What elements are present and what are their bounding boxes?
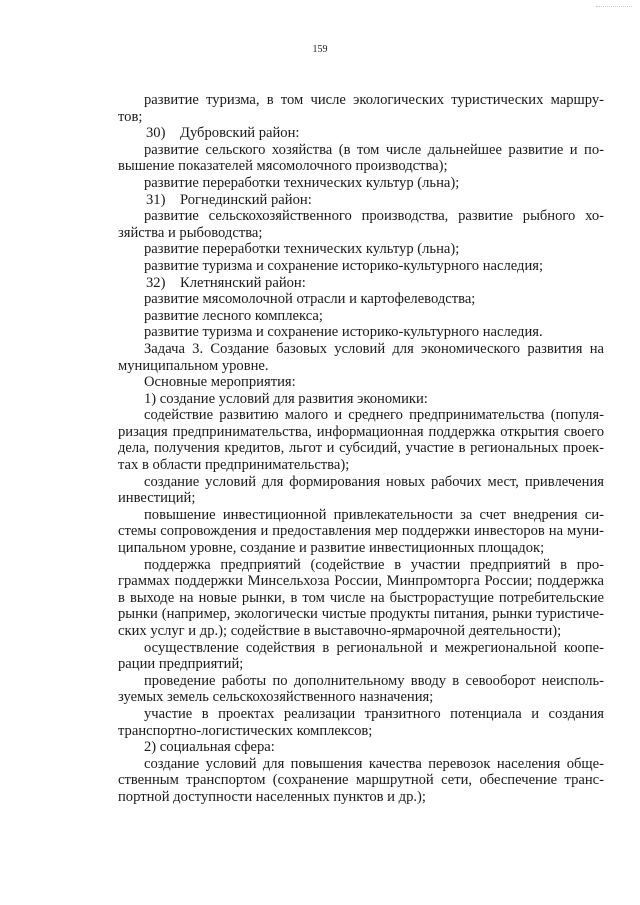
heading-text: Рогнединский район: bbox=[180, 191, 312, 208]
numbered-heading-line bbox=[118, 125, 604, 142]
text-line: развитие переработки технических культур (льна); bbox=[144, 241, 460, 258]
text-line: ципальном уровне, создание и развитие инвестиционных площадок; bbox=[118, 540, 545, 557]
text-line: муниципальном уровне. bbox=[118, 357, 269, 374]
text-line: тах в области предпринимательства); bbox=[118, 457, 350, 474]
text-line: развитие сельскохозяйственного производства, развитие рыбного хо- bbox=[144, 208, 604, 225]
page-number: 159 bbox=[312, 44, 328, 55]
list-number: 31) bbox=[146, 191, 166, 208]
text-line: вышение показателей мясомолочного производства); bbox=[118, 158, 448, 175]
scan-corner-mark bbox=[596, 6, 632, 7]
text-line: развитие переработки технических культур (льна); bbox=[144, 174, 460, 191]
text-line: развитие сельского хозяйства (в том числе дальнейшее развитие и по- bbox=[144, 141, 604, 158]
heading-text: Клетнянский район: bbox=[180, 274, 306, 291]
text-line: развитие туризма и сохранение историко-культурного наследия; bbox=[144, 257, 544, 274]
text-line: тов; bbox=[118, 108, 143, 125]
text-line: создание условий для повышения качества перевозок населения обще- bbox=[144, 755, 604, 772]
text-line: осуществление содействия в региональной и межрегиональной коопе- bbox=[144, 639, 604, 656]
list-number: 32) bbox=[146, 274, 166, 291]
text-line: 1) создание условий для развития экономики: bbox=[144, 390, 428, 407]
text-line: ризация предпринимательства, информационная поддержка открытия своего bbox=[118, 423, 604, 440]
text-line: Основные мероприятия: bbox=[144, 374, 296, 391]
text-line: транспортно-логистических комплексов; bbox=[118, 722, 373, 739]
text-line: ственным транспортом (сохранение маршрутной сети, обеспечение транс- bbox=[118, 772, 604, 789]
text-line: развитие лесного комплекса; bbox=[144, 307, 323, 324]
text-line: развитие мясомолочной отрасли и картофелеводства; bbox=[144, 291, 476, 308]
text-line: поддержка предприятий (содействие в участии предприятий в про- bbox=[144, 556, 604, 573]
text-line: стемы сопровождения и предоставления мер поддержки инвесторов на муни- bbox=[118, 523, 604, 540]
text-line: граммах поддержки Минсельхоза России, Минпромторга России; поддержка bbox=[118, 573, 604, 590]
text-line: рынки (например, экологически чистые продукты питания, рынки туристиче- bbox=[118, 606, 604, 623]
text-line: портной доступности населенных пунктов и др.); bbox=[118, 788, 426, 805]
text-line: зуемых земель сельскохозяйственного назначения; bbox=[118, 689, 434, 706]
text-line: участие в проектах реализации транзитного потенциала и создания bbox=[144, 705, 604, 722]
document-body bbox=[118, 92, 604, 806]
heading-text: Дубровский район: bbox=[180, 125, 300, 142]
text-line: зяйства и рыбоводства; bbox=[118, 224, 263, 241]
text-line: проведение работы по дополнительному вводу в севооборот неисполь- bbox=[144, 672, 604, 689]
text-line: Задача 3. Создание базовых условий для экономического развития на bbox=[144, 340, 604, 357]
text-line: 2) социальная сфера: bbox=[144, 739, 275, 756]
text-line: в выходе на новые рынки, в том числе на быстрорастущие потребительские bbox=[118, 589, 604, 606]
text-line: ских услуг и др.); содействие в выставочно-ярмарочной деятельности); bbox=[118, 623, 562, 639]
text-line: повышение инвестиционной привлекательности за счет внедрения си- bbox=[144, 506, 604, 523]
numbered-heading-line bbox=[118, 192, 604, 209]
list-number: 30) bbox=[146, 125, 166, 142]
text-line: развитие туризма и сохранение историко-культурного наследия. bbox=[144, 324, 543, 341]
text-line: дела, получения кредитов, льгот и субсидий, участие в региональных проек- bbox=[118, 440, 604, 457]
text-line: содействие развитию малого и среднего предпринимательства (популя- bbox=[144, 407, 604, 424]
text-line: рации предприятий; bbox=[118, 656, 244, 673]
text-line: создание условий для формирования новых рабочих мест, привлечения bbox=[144, 473, 604, 490]
text-line: инвестиций; bbox=[118, 490, 196, 507]
numbered-heading-line bbox=[118, 275, 604, 292]
text-line: развитие туризма, в том числе экологических туристических маршру- bbox=[144, 92, 604, 108]
